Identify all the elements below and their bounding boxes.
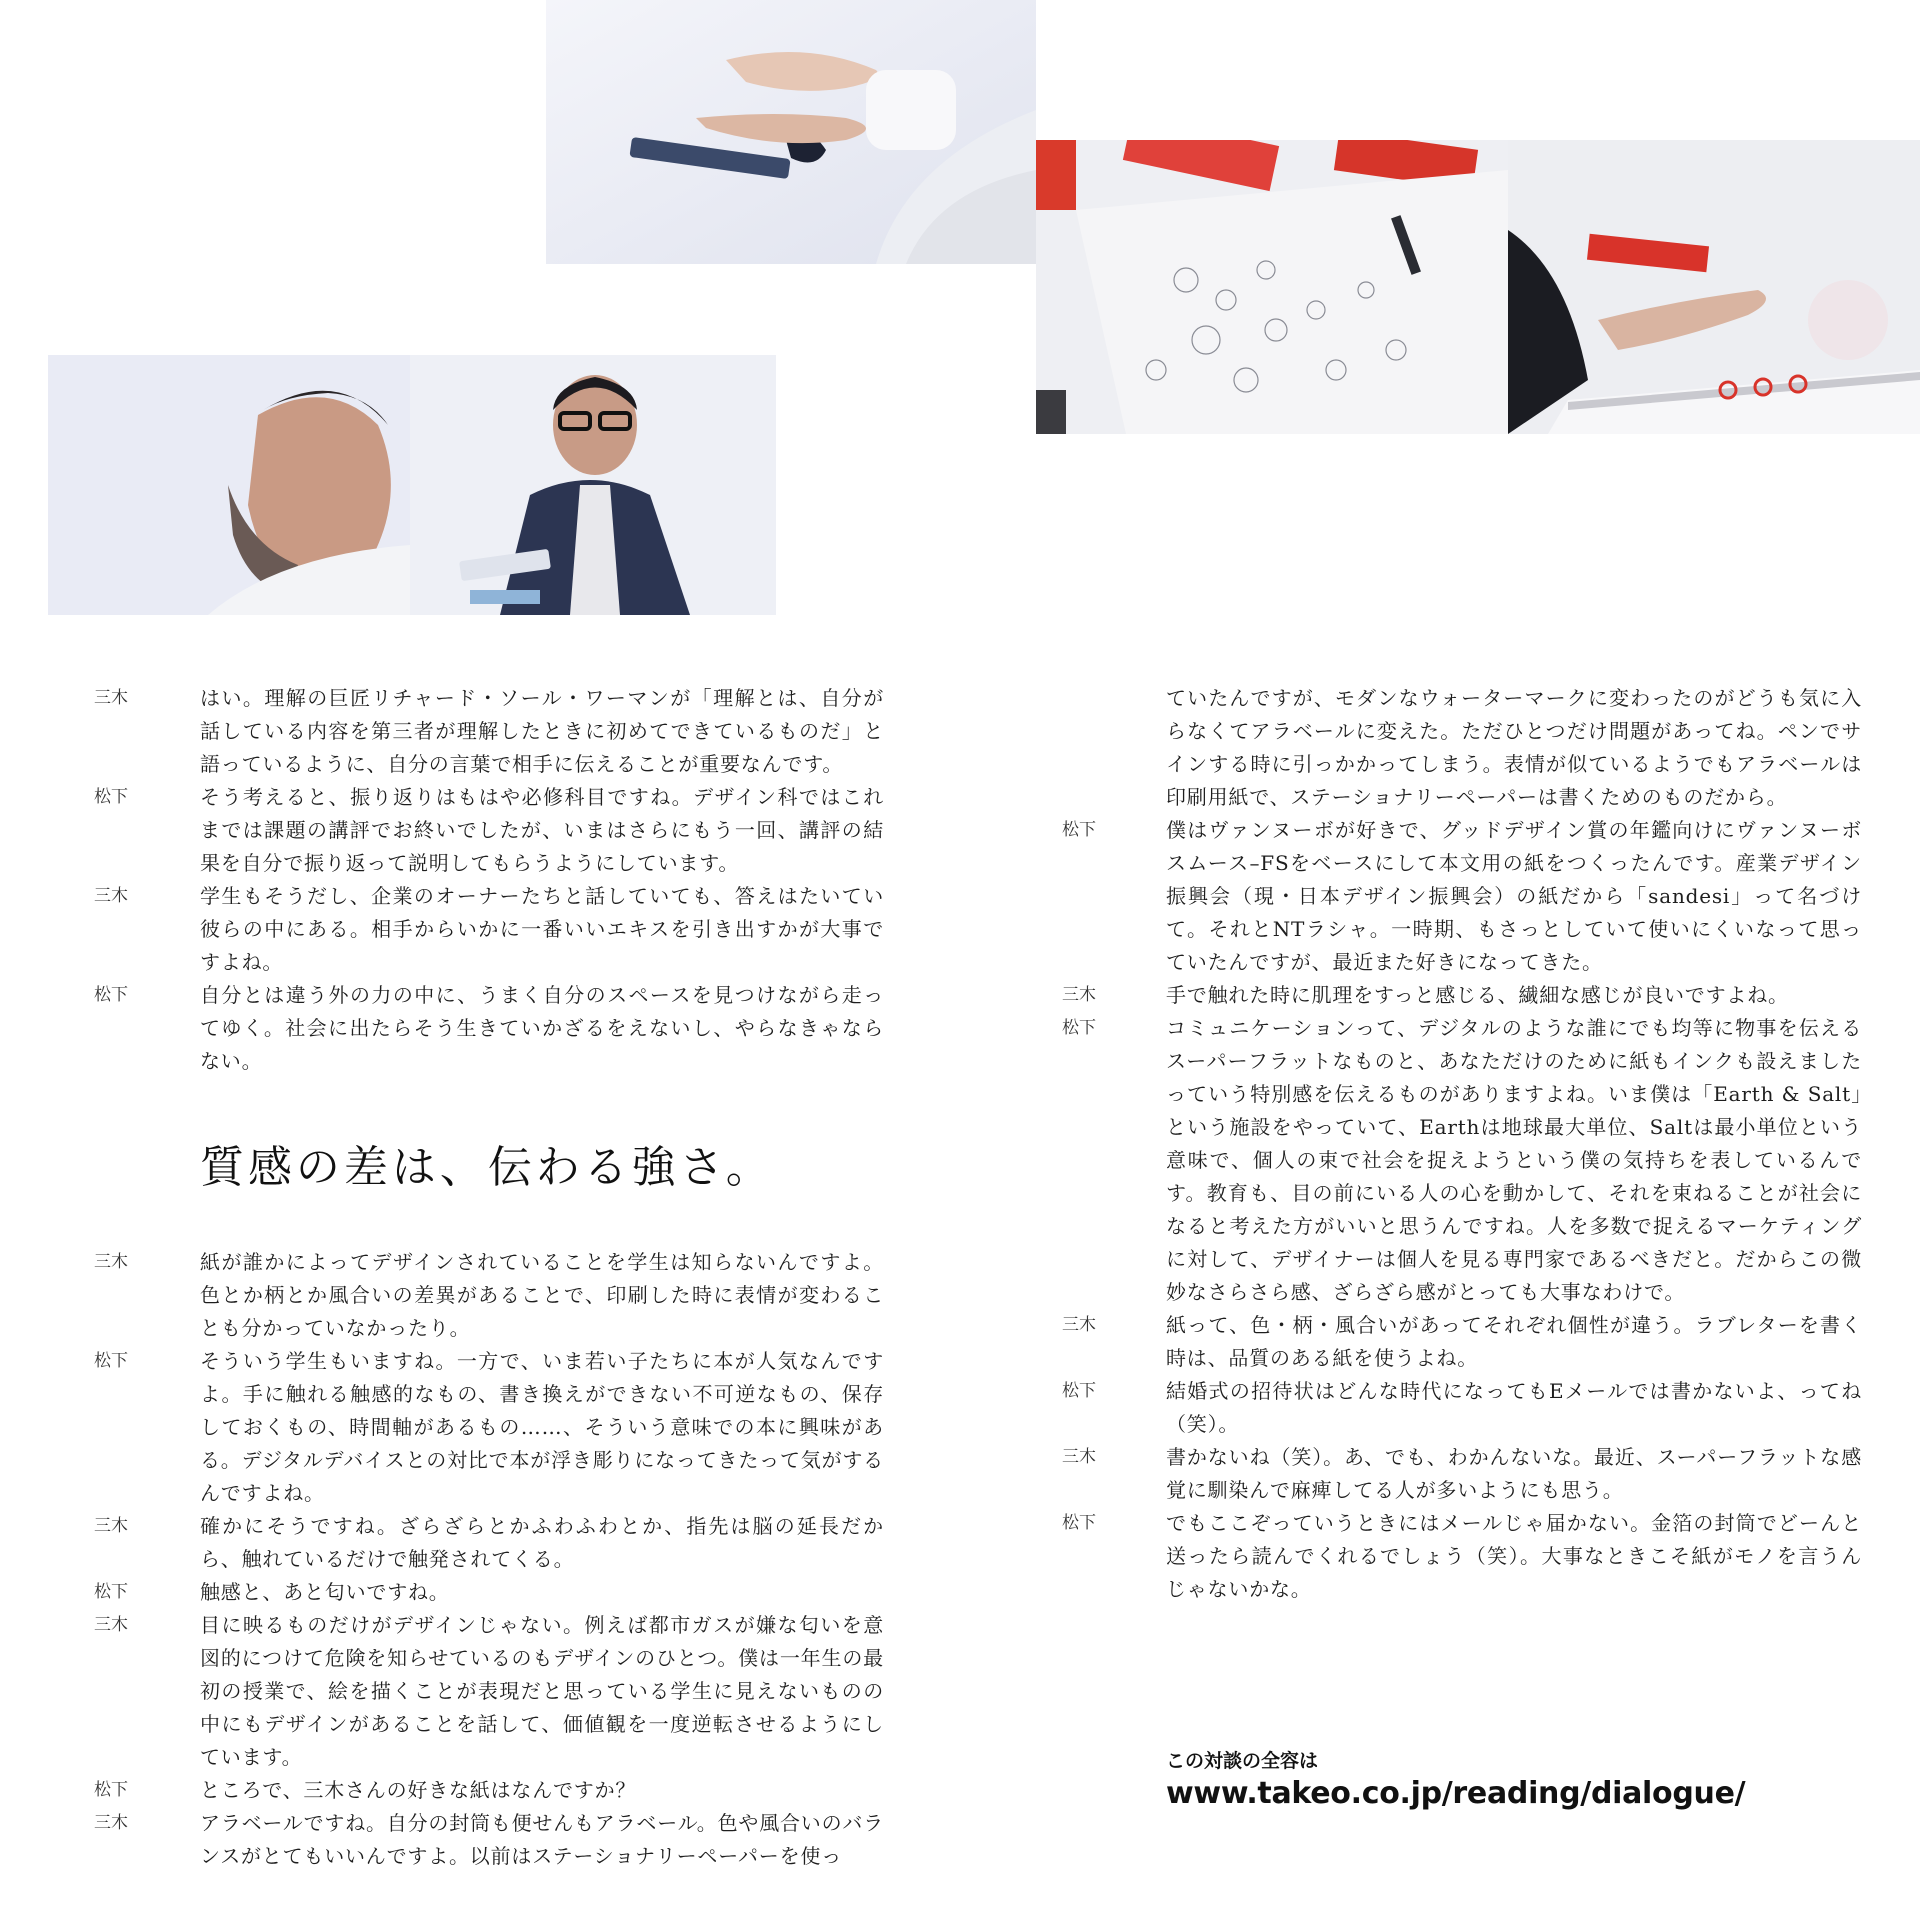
dialogue-text: コミュニケーションって、デジタルのような誰にでも均等に物事を伝えるスーパーフラットなものと、あなただけのために紙もインクも設えましたっていう特別感を伝えるものがありますよね。いま僕は「Earth & Salt」という施設をやっていて、Earthは地球最大単位、Saltは最小単位という意味で、個人の束で社会を捉えようという僕の気持ちを表しているんです。教育も、目の前にいる人の心を動かして、それを束ねることが社会になると考えた方がいいと思うんですね。人を多数で捉えるマーケティングに対して、デザイナーは個人を見る専門家であるべきだと。だからこの微妙なさらさら感、ざらざら感がとっても大事なわけで。 [1166,1016,1862,1304]
right-column [1062,682,1862,1606]
speaker-name: 三木 [94,1615,128,1635]
speaker-name: 松下 [94,1780,128,1800]
dialogue-text: 触感と、あと匂いですね。 [200,1580,450,1604]
speaker-name: 松下 [94,1351,128,1371]
dialogue-turn [94,1576,894,1609]
dialogue-text: ていたんですが、モダンなウォーターマークに変わったのがどうも気に入らなくてアラベールに変えた。ただひとつだけ問題があってね。ペンでサインする時に引っかかってしまう。表情が似ているようでもアラベールは印刷用紙で、ステーショナリーペーパーは書くためのものだから。 [1166,686,1862,809]
dialogue-text: 書かないね（笑）。あ、でも、わかんないな。最近、スーパーフラットな感覚に馴染んで麻痺してる人が多いようにも思う。 [1166,1445,1862,1502]
dialogue-turn [1062,979,1862,1012]
dialogue-turn [1062,814,1862,979]
dialogue-text: アラベールですね。自分の封筒も便せんもアラベール。色や風合いのバランスがとてもいいんですよ。以前はステーショナリーペーパーを使っ [200,1811,884,1868]
dialogue-text: 自分とは違う外の力の中に、うまく自分のスペースを見つけながら走ってゆく。社会に出たらそう生きていかざるをえないし、やらなきゃならない。 [200,983,884,1073]
dialogue-block-2 [94,1246,894,1873]
speaker-name: 三木 [94,886,128,906]
dialogue-turn [1062,1441,1862,1507]
dialogue-turn [1062,1507,1862,1606]
left-column [94,682,894,1873]
dialogue-turn [94,1807,894,1873]
speaker-name: 松下 [94,787,128,807]
dialogue-text: そういう学生もいますね。一方で、いま若い子たちに本が人気なんですよ。手に触れる触感的なもの、書き換えができない不可逆なもの、保存しておくもの、時間軸があるもの……、そういう意味での本に興味がある。デジタルデバイスとの対比で本が浮き彫りになってきたって気がするんですよね。 [200,1349,884,1505]
speaker-name: 松下 [94,985,128,1005]
dialogue-turn [94,880,894,979]
photo-matsushita-smiling [410,355,776,615]
speaker-name: 三木 [1062,985,1096,1005]
dialogue-turn [1062,1012,1862,1309]
photo-hand-on-book [1508,140,1920,434]
dialogue-text: ところで、三木さんの好きな紙はなんですか？ [200,1778,637,1802]
speaker-name: 松下 [1062,820,1096,840]
section-heading: 質感の差は、伝わる強さ。 [200,1142,774,1193]
dialogue-text: そう考えると、振り返りはもはや必修科目ですね。デザイン科ではこれまでは課題の講評でお終いでしたが、いまはさらにもう一回、講評の結果を自分で振り返って説明してもらうようにしています。 [200,785,884,875]
dialogue-text: でもここぞっていうときにはメールじゃ届かない。金箔の封筒でどーんと送ったら読んでくれるでしょう（笑）。大事なときこそ紙がモノを言うんじゃないかな。 [1166,1511,1862,1601]
dialogue-text: 確かにそうですね。ざらざらとかふわふわとか、指先は脳の延長だから、触れているだけで触発されてくる。 [200,1514,884,1571]
dialogue-text: はい。理解の巨匠リチャード・ソール・ワーマンが「理解とは、自分が話している内容を第三者が理解したときに初めてできているものだ」と語っているように、自分の言葉で相手に伝えることが重要なんです。 [200,686,884,776]
speaker-name: 松下 [1062,1513,1096,1533]
speaker-name: 三木 [1062,1315,1096,1335]
footer [1166,1748,1745,1814]
speaker-name: 三木 [94,1252,128,1272]
dialogue-text: 手で触れた時に肌理をすっと感じる、繊細な感じが良いですよね。 [1166,983,1789,1007]
dialogue-turn [94,1246,894,1345]
dialogue-turn [94,1774,894,1807]
dialogue-turn [94,682,894,781]
dialogue-turn [94,979,894,1078]
photo-paper-samples [1036,140,1508,434]
speaker-name: 三木 [94,1813,128,1833]
dialogue-turn [94,1345,894,1510]
dialogue-turn [1062,1309,1862,1375]
speaker-name: 三木 [94,1516,128,1536]
dialogue-turn [94,781,894,880]
photo-miki-profile [48,355,410,615]
footer-lead: この対談の全容は [1166,1750,1319,1772]
dialogue-text: 紙って、色・柄・風合いがあってそれぞれ個性が違う。ラブレターを書く時は、品質のある紙を使うよね。 [1166,1313,1862,1370]
dialogue-text: 僕はヴァンヌーボが好きで、グッドデザイン賞の年鑑向けにヴァンヌーボスムース–FSをベースにして本文用の紙をつくったんです。産業デザイン振興会（現・日本デザイン振興会）の紙だから「sandesi」って名づけて。それとNTラシャ。一時期、もさっとしていて使いにくいなって思っていたんですが、最近また好きになってきた。 [1166,818,1862,974]
dialogue-text: 目に映るものだけがデザインじゃない。例えば都市ガスが嫌な匂いを意図的につけて危険を知らせているのもデザインのひとつ。僕は一年生の最初の授業で、絵を描くことが表現だと思っている学生に見えないものの中にもデザインがあることを話して、価値観を一度逆転させるようにしています。 [200,1613,884,1769]
dialogue-block-3 [1062,682,1862,1606]
photo-hands-gesture [546,0,1036,264]
speaker-name: 松下 [1062,1381,1096,1401]
dialogue-turn [94,1510,894,1576]
speaker-name: 松下 [1062,1018,1096,1038]
dialogue-block-1 [94,682,894,1078]
speaker-name: 三木 [1062,1447,1096,1467]
dialogue-text: 結婚式の招待状はどんな時代になってもEメールでは書かないよ、ってね（笑）。 [1166,1379,1862,1436]
dialogue-turn [94,1609,894,1774]
dialogue-text: 紙が誰かによってデザインされていることを学生は知らないんですよ。色とか柄とか風合いの差異があることで、印刷した時に表情が変わることも分かっていなかったり。 [200,1250,884,1340]
speaker-name: 松下 [94,1582,128,1602]
dialogue-text: 学生もそうだし、企業のオーナーたちと話していても、答えはたいてい彼らの中にある。相手からいかに一番いいエキスを引き出すかが大事ですよね。 [200,884,884,974]
dialogue-url-link[interactable]: www.takeo.co.jp/reading/dialogue/ [1166,1776,1746,1811]
dialogue-turn [1062,682,1862,814]
speaker-name: 三木 [94,688,128,708]
dialogue-turn [1062,1375,1862,1441]
